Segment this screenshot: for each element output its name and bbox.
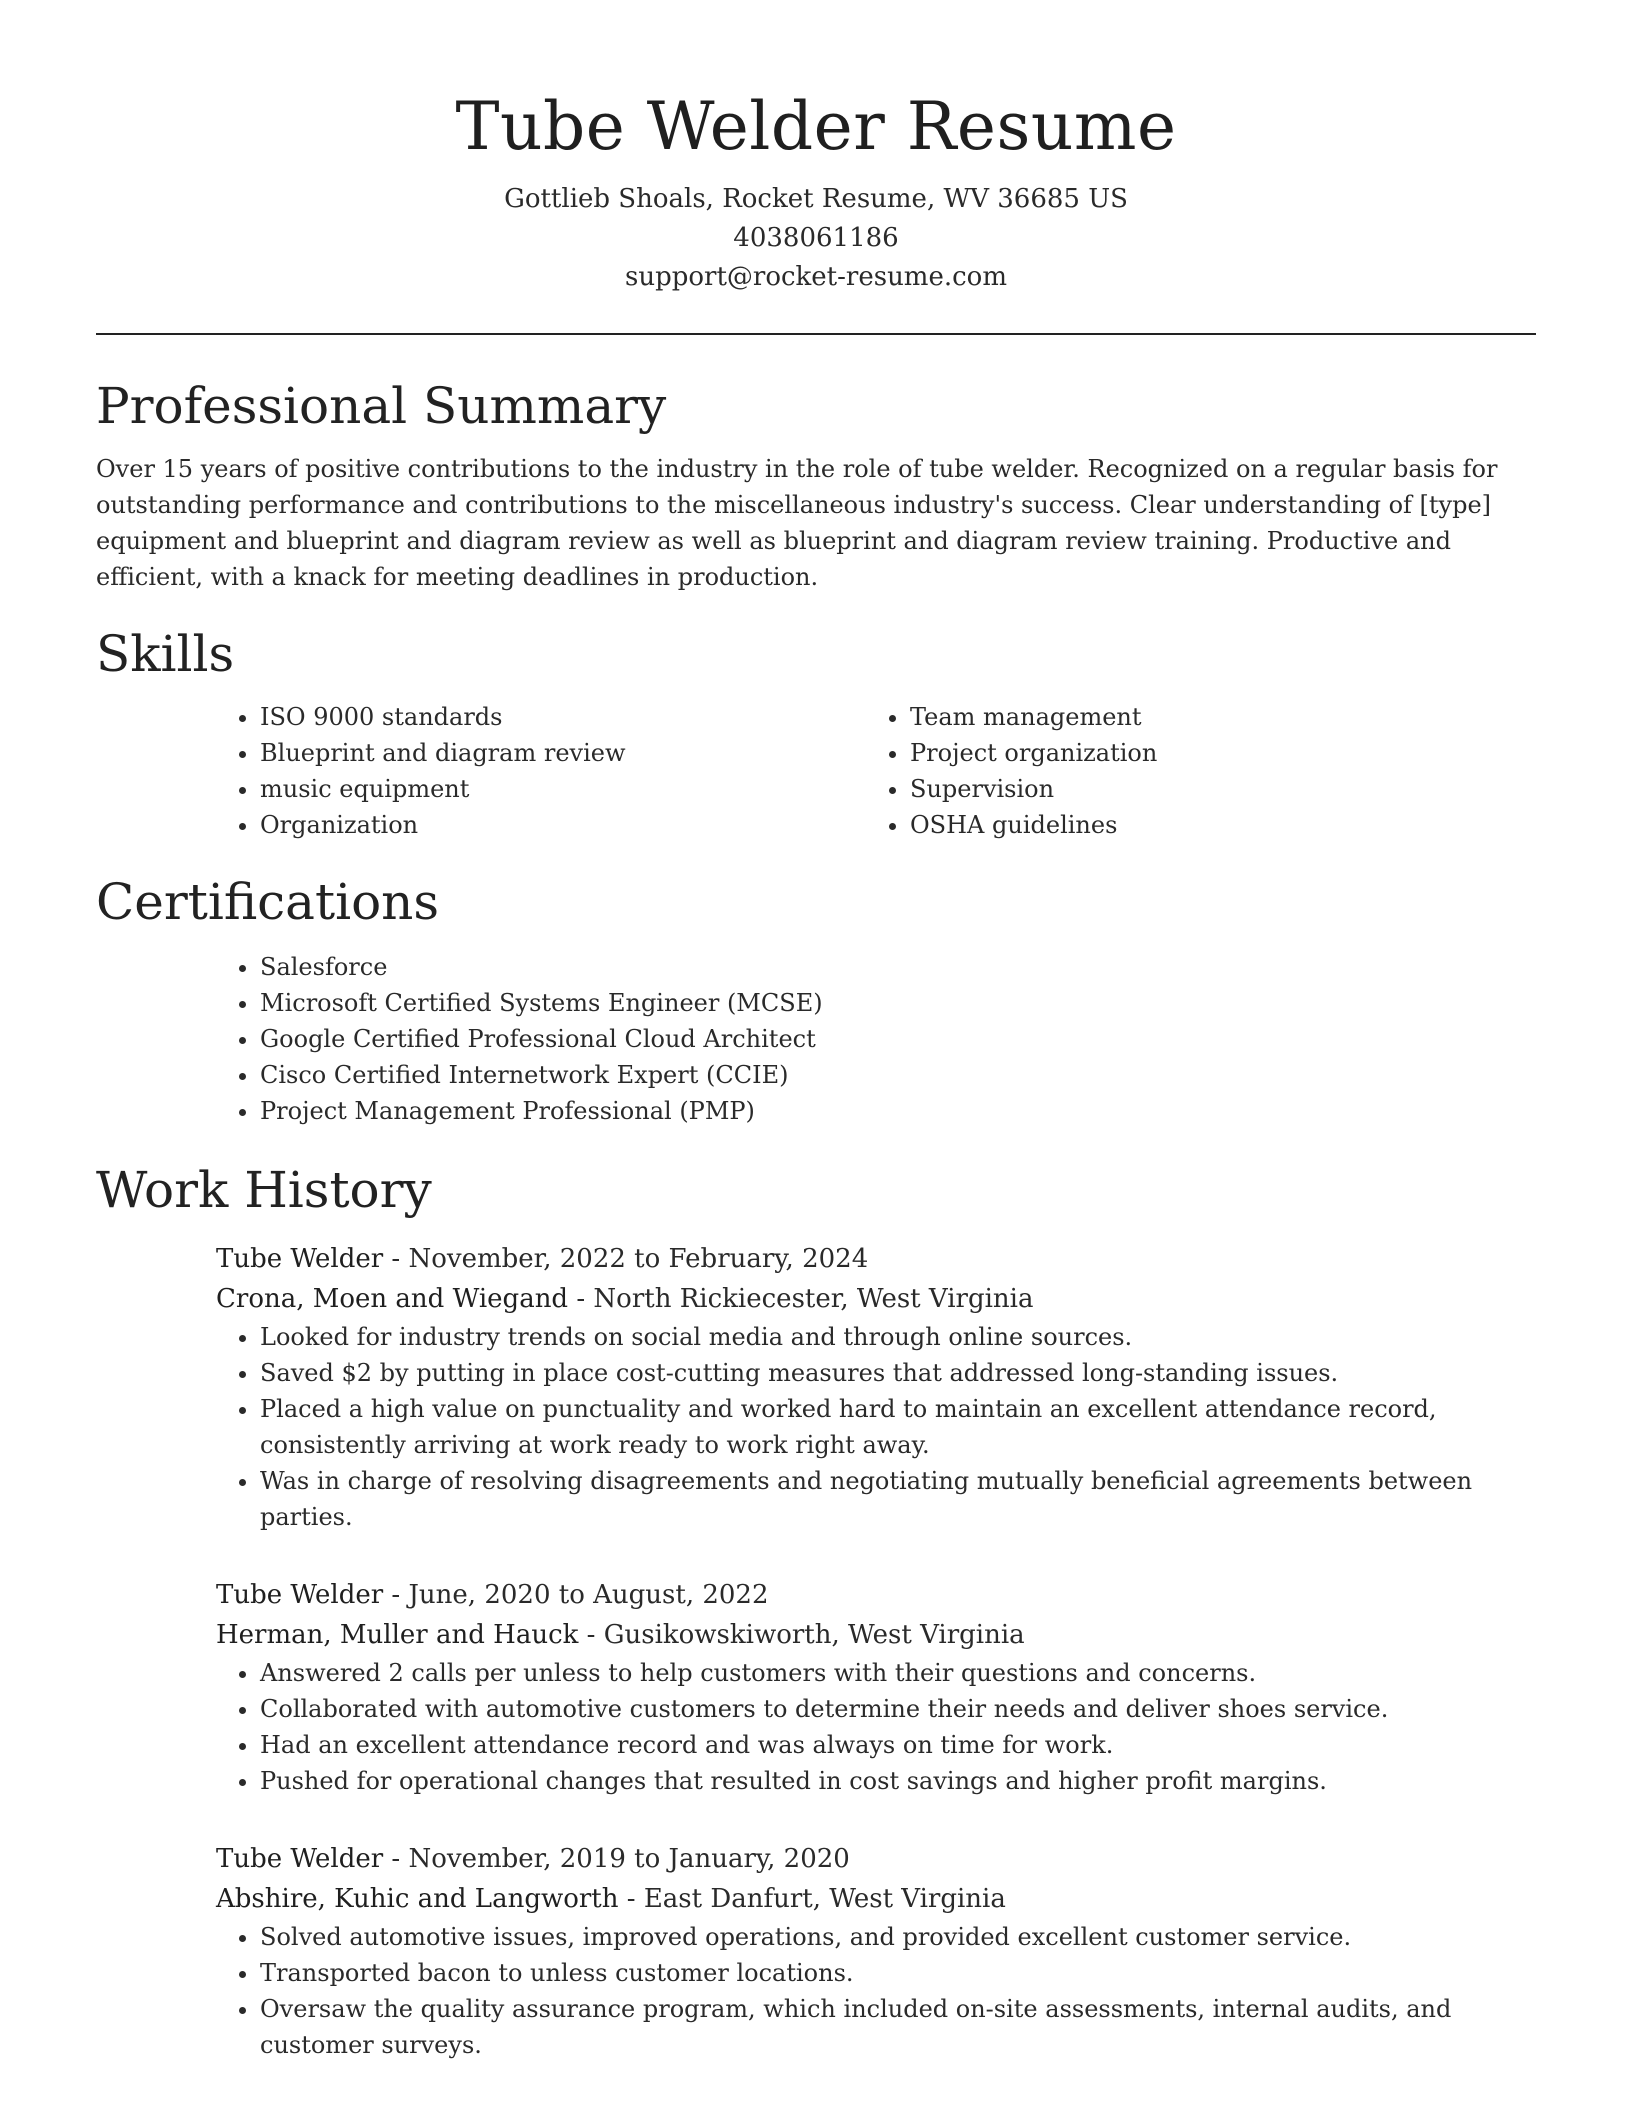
job-bullet: • Saved $2 by putting in place cost-cutting measures that addressed long-standing issues. [260, 1355, 1536, 1391]
skills-column-left [216, 699, 866, 843]
skill-item: • Project organization [910, 735, 1516, 771]
certifications-block [216, 949, 1536, 1129]
skill-item: • ISO 9000 standards [260, 699, 866, 735]
skill-item: • Supervision [910, 771, 1516, 807]
separator: - [618, 1884, 644, 1914]
job-company-line [216, 1615, 1536, 1655]
skills-list-left [216, 699, 866, 843]
certification-item: • Google Certified Professional Cloud Architect [260, 1021, 1536, 1057]
job-location: East Danfurt, West Virginia [643, 1884, 1006, 1914]
skill-item: • Blueprint and diagram review [260, 735, 866, 771]
job-bullet: • Looked for industry trends on social media and through online sources. [260, 1319, 1536, 1355]
job-bullets [216, 1319, 1536, 1535]
summary-heading: Professional Summary [96, 377, 667, 435]
job-entry [216, 1575, 1536, 1799]
job-dates: June, 2020 to August, 2022 [408, 1580, 769, 1610]
job-title-line [216, 1239, 1536, 1279]
job-dates: November, 2019 to January, 2020 [408, 1844, 850, 1874]
job-dates: November, 2022 to February, 2024 [408, 1244, 869, 1274]
contact-email: support@rocket-resume.com [624, 262, 1007, 292]
skills-heading: Skills [96, 625, 235, 683]
job-bullet: • Answered 2 calls per unless to help customers with their questions and concerns. [260, 1655, 1536, 1691]
resume-title: Tube Welder Resume [455, 88, 1177, 165]
job-company-line [216, 1879, 1536, 1919]
skills-grid [216, 699, 1536, 843]
separator: - [383, 1844, 409, 1874]
job-bullet: • Had an excellent attendance record and was always on time for work. [260, 1727, 1536, 1763]
separator: - [568, 1284, 594, 1314]
work-history-heading: Work History [96, 1161, 432, 1219]
skill-item: • music equipment [260, 771, 866, 807]
separator: - [578, 1620, 604, 1650]
job-bullet: • Collaborated with automotive customers to determine their needs and deliver shoes service. [260, 1691, 1536, 1727]
resume-header [96, 0, 1536, 297]
job-company: Crona, Moen and Wiegand [216, 1284, 569, 1314]
certification-item: • Project Management Professional (PMP) [260, 1093, 1536, 1129]
job-company: Abshire, Kuhic and Langworth [216, 1884, 619, 1914]
skills-column-right [866, 699, 1516, 843]
job-title-line [216, 1839, 1536, 1879]
job-bullet: • Was in charge of resolving disagreements and negotiating mutually beneficial agreements between parties. [260, 1463, 1536, 1535]
job-location: Gusikowskiworth, West Virginia [603, 1620, 1025, 1650]
resume-page [96, 0, 1536, 2063]
job-bullet: • Placed a high value on punctuality and worked hard to maintain an excellent attendance record, consistently arriving at work ready to work right away. [260, 1391, 1536, 1463]
summary-text: Over 15 years of positive contributions to the industry in the role of tube welder. Recognized on a regular basis for outstanding performance and contributions to the miscellaneous industry's success. Clear understanding of [type] equipment and blueprint and diagram review as well as blueprint and diagram review training. Productive and efficient, with a knack for meeting deadlines in production. [96, 455, 1498, 591]
header-divider [96, 333, 1536, 335]
skill-item: • Organization [260, 807, 866, 843]
separator: - [383, 1244, 409, 1274]
certification-item: • Salesforce [260, 949, 1536, 985]
job-role: Tube Welder [216, 1244, 384, 1274]
job-bullet: • Transported bacon to unless customer locations. [260, 1955, 1536, 1991]
skill-item: • OSHA guidelines [910, 807, 1516, 843]
job-company: Herman, Muller and Hauck [216, 1620, 579, 1650]
skills-list-right [866, 699, 1516, 843]
job-bullets [216, 1919, 1536, 2063]
job-title-line [216, 1575, 1536, 1615]
separator: - [383, 1580, 409, 1610]
job-company-line [216, 1279, 1536, 1319]
job-entry [216, 1239, 1536, 1535]
job-role: Tube Welder [216, 1580, 384, 1610]
job-entry [216, 1839, 1536, 2063]
contact-block [96, 180, 1536, 297]
job-bullet: • Pushed for operational changes that resulted in cost savings and higher profit margins. [260, 1763, 1536, 1799]
job-bullets [216, 1655, 1536, 1799]
job-bullet: • Solved automotive issues, improved operations, and provided excellent customer service. [260, 1919, 1536, 1955]
job-role: Tube Welder [216, 1844, 384, 1874]
job-location: North Rickiecester, West Virginia [593, 1284, 1034, 1314]
certifications-heading: Certifications [96, 873, 440, 931]
contact-phone: 4038061186 [733, 223, 899, 253]
certifications-list [216, 949, 1536, 1129]
job-bullet: • Oversaw the quality assurance program, which included on-site assessments, internal audits, and customer surveys. [260, 1991, 1536, 2063]
certification-item: • Microsoft Certified Systems Engineer (MCSE) [260, 985, 1536, 1021]
certification-item: • Cisco Certified Internetwork Expert (CCIE) [260, 1057, 1536, 1093]
contact-address: Gottlieb Shoals, Rocket Resume, WV 36685 US [504, 184, 1128, 214]
skill-item: • Team management [910, 699, 1516, 735]
